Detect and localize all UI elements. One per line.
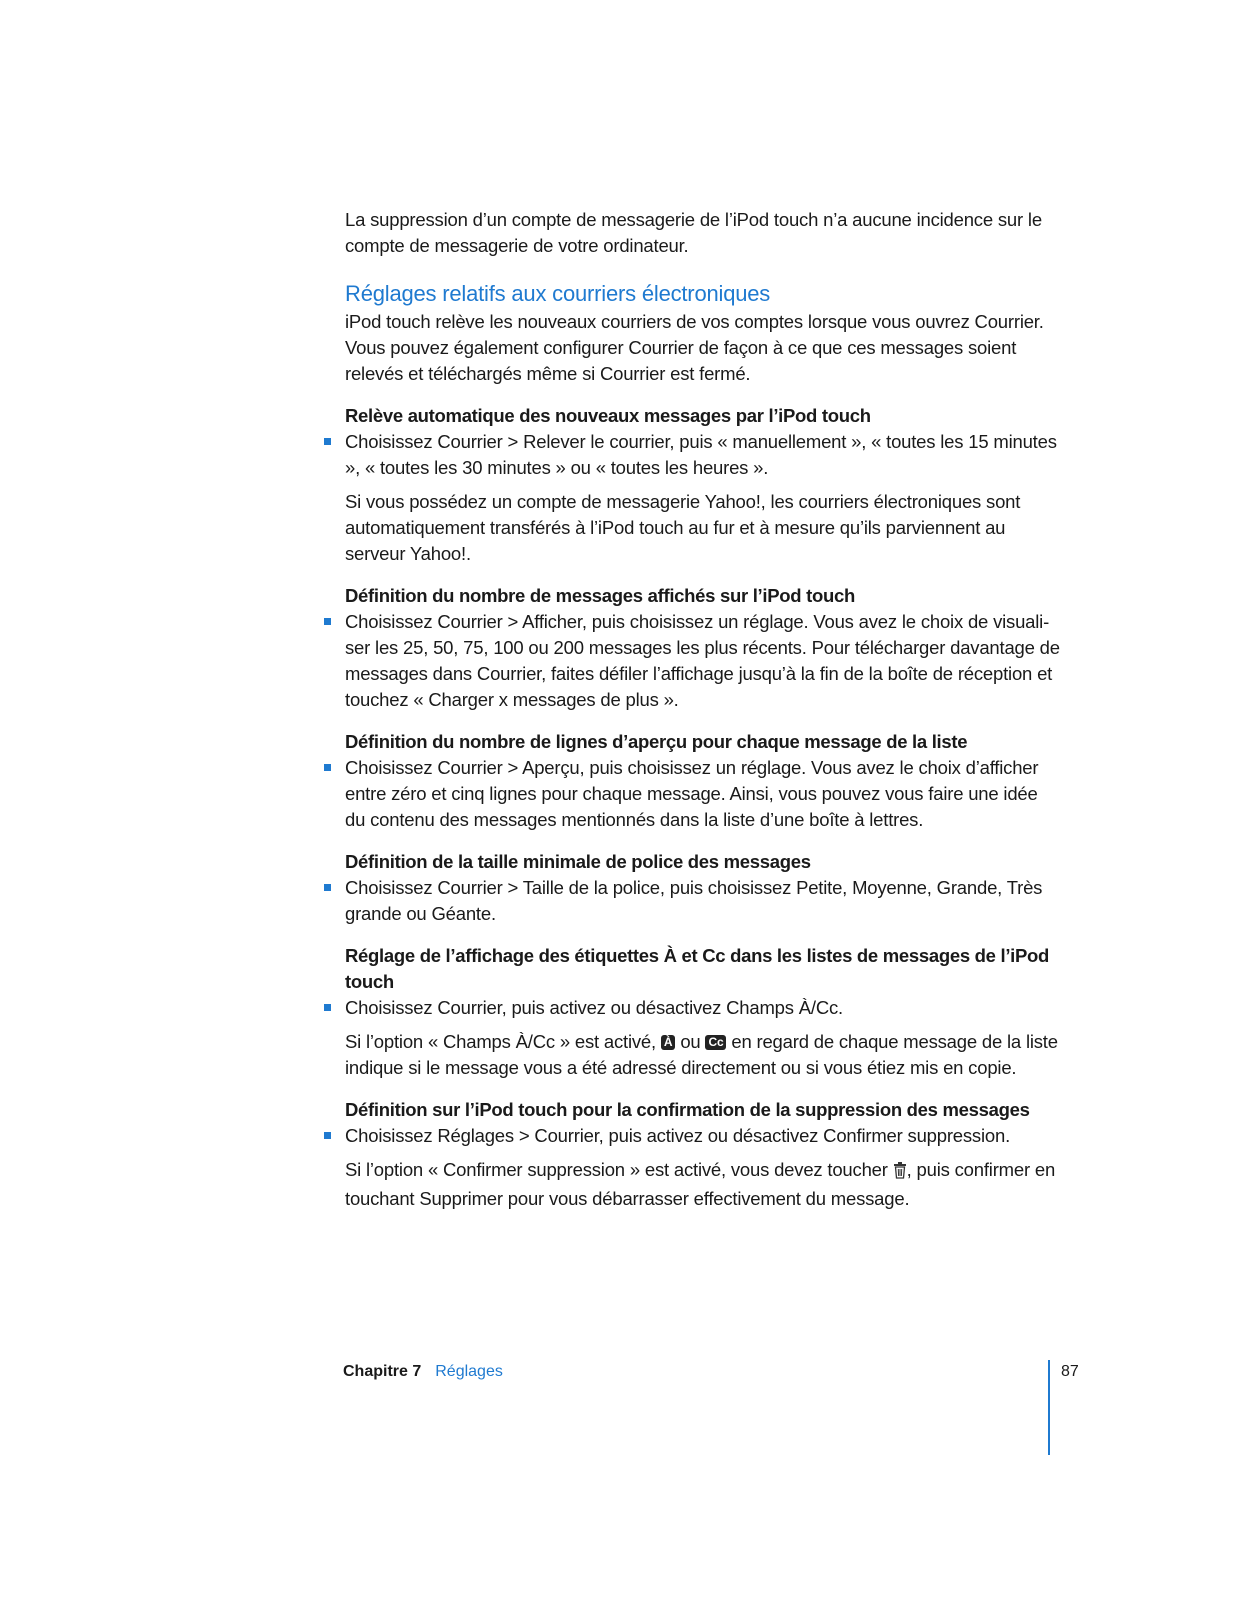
bullet-text: Choisissez Courrier > Relever le courrier, puis « manuellement », « toutes les 15 minutes », « toutes les 30 minutes » ou « toutes les heures ». (345, 431, 1057, 478)
bullet-square-icon (324, 884, 331, 891)
note-paragraph: Si vous possédez un compte de messagerie Yahoo!, les courriers électroniques sont automatiquement transférés à l’iPod touch au fur et à mesure qu’ils parviennent au serveur Yahoo!. (345, 491, 1021, 564)
bullet-text: Choisissez Courrier > Taille de la police, puis choisissez Petite, Moyenne, Grande, Très grande ou Géante. (345, 877, 1043, 924)
page-number: 87 (1061, 1363, 1079, 1380)
list-item (345, 995, 1060, 1021)
bullet-square-icon (324, 618, 331, 625)
note-text: Si l’option « Champs À/Cc » est activé, (345, 1031, 656, 1052)
note-paragraph (345, 1157, 1060, 1212)
bullet-square-icon (324, 438, 331, 445)
page-footer (343, 1361, 503, 1383)
bullet-text: Choisissez Courrier > Aperçu, puis choisissez un réglage. Vous avez le choix d’afficher entre zéro et cinq lignes pour chaque message. Ainsi, vous pouvez vous faire une idée du contenu des messages mentionnés dans la liste d’une boîte à lettres. (345, 757, 1039, 830)
list-item (345, 875, 1060, 927)
page-content (345, 207, 1060, 1212)
list-item (345, 609, 1060, 713)
subheading-confirm-delete: Définition sur l’iPod touch pour la confirmation de la suppression des messages (345, 1099, 1030, 1120)
subheading-font-size: Définition de la taille minimale de police des messages (345, 851, 811, 872)
section-lead: iPod touch relève les nouveaux courriers de vos comptes lorsque vous ouvrez Courrier. Vous pouvez également configurer Courrier de façon à ce que ces messages soient relevés et téléchargés même si Courrier est fermé. (345, 311, 1044, 384)
section-title: Réglages relatifs aux courriers électroniques (345, 281, 771, 306)
subheading-messages-count: Définition du nombre de messages affichés sur l’iPod touch (345, 585, 855, 606)
note-text: Si l’option « Confirmer suppression » est activé, vous devez toucher (345, 1159, 888, 1180)
note-text: ou (680, 1031, 701, 1052)
chapter-label: Chapitre 7 (343, 1363, 422, 1380)
subheading-preview-lines: Définition du nombre de lignes d’aperçu pour chaque message de la liste (345, 731, 968, 752)
subheading-auto-fetch: Relève automatique des nouveaux messages par l’iPod touch (345, 405, 871, 426)
list-item (345, 429, 1060, 481)
list-item (345, 755, 1060, 833)
footer-divider (1048, 1360, 1050, 1455)
intro-paragraph: La suppression d’un compte de messagerie de l’iPod touch n’a aucune incidence sur le compte de messagerie de votre ordinateur. (345, 209, 1042, 256)
bullet-text: Choisissez Réglages > Courrier, puis activez ou désactivez Confirmer suppression. (345, 1125, 1011, 1146)
bullet-square-icon (324, 1004, 331, 1011)
list-item (345, 1123, 1060, 1149)
chapter-name: Réglages (435, 1363, 503, 1380)
trash-icon (893, 1160, 907, 1186)
bullet-square-icon (324, 764, 331, 771)
bullet-text: Choisissez Courrier, puis activez ou désactivez Champs À/Cc. (345, 997, 843, 1018)
note-text: , puis confirmer en touchant Supprimer pour vous débarrasser effectivement du message. (345, 1159, 1056, 1209)
subheading-to-cc-labels: Réglage de l’affichage des étiquettes À et Cc dans les listes de messages de l’iPod touch (345, 945, 1050, 992)
to-label-icon: À (661, 1035, 675, 1050)
note-paragraph (345, 1029, 1060, 1081)
cc-label-icon: Cc (705, 1035, 726, 1050)
note-text: en regard de chaque message de la liste indique si le message vous a été adressé directement ou si vous étiez mis en copie. (345, 1031, 1058, 1078)
bullet-text: Choisissez Courrier > Afficher, puis choisissez un réglage. Vous avez le choix de visuali-ser les 25, 50, 75, 100 ou 200 messages les plus récents. Pour télécharger davantage de messages dans Courrier, faites défiler l’affichage jusqu’à la fin de la boîte de réception et touchez « Charger x messages de plus ». (345, 611, 1060, 710)
bullet-square-icon (324, 1132, 331, 1139)
